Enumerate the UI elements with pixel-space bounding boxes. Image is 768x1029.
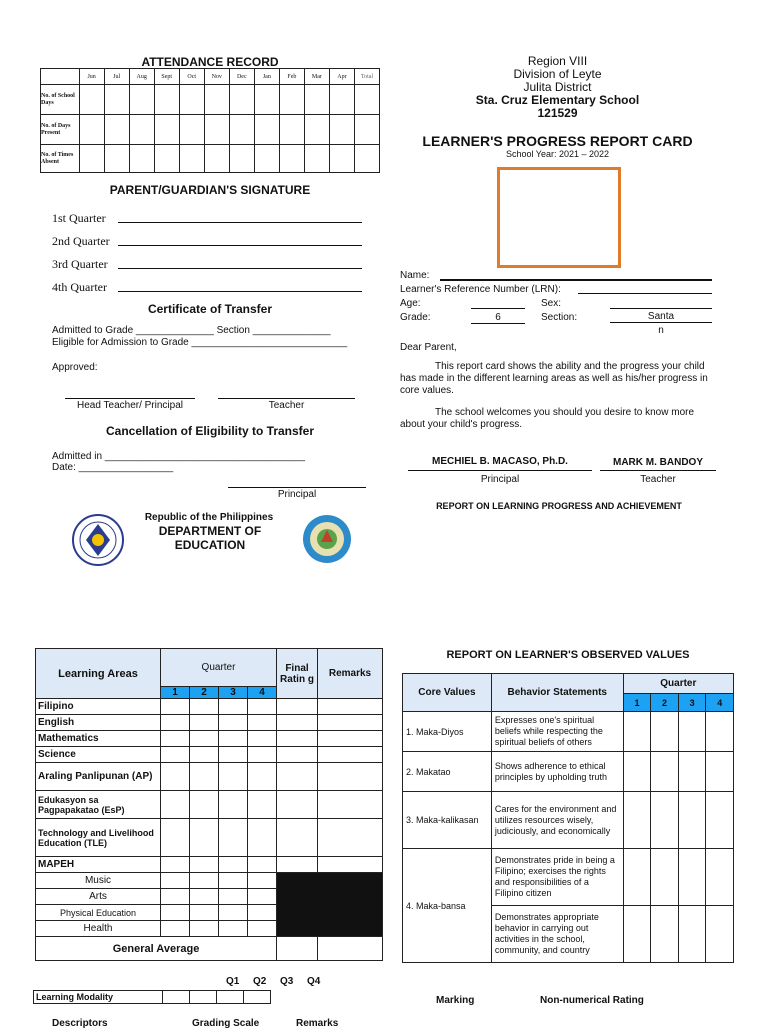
- core-value: 1. Maka-Diyos: [403, 712, 492, 752]
- school-name: Sta. Cruz Elementary School: [475, 93, 640, 107]
- cancel-title: Cancellation of Eligibility to Transfer: [105, 424, 315, 438]
- cancel-admitted: Admitted in ____________________________________: [52, 451, 306, 462]
- remarks-header: Remarks: [318, 649, 383, 699]
- values-quarter-header: Quarter: [623, 674, 733, 694]
- subject-label: English: [36, 715, 161, 731]
- signature-line[interactable]: [118, 222, 362, 223]
- section-value[interactable]: Santa: [610, 311, 712, 323]
- age-field[interactable]: [471, 308, 525, 309]
- head-signature-line: [65, 398, 195, 399]
- deped-label: DEPARTMENT OF EDUCATION: [158, 524, 262, 552]
- month-header: Nov: [204, 69, 229, 85]
- school-year: School Year: 2021 – 2022: [505, 149, 610, 159]
- rating-label: Non-numerical Rating: [540, 995, 644, 1006]
- core-value: 3. Maka-kalikasan: [403, 792, 492, 849]
- modality-table: [33, 990, 271, 1004]
- transfer-eligible: Eligible for Admission to Grade ____________________________: [52, 337, 348, 348]
- month-header: Total: [354, 69, 379, 85]
- modality-remarks-label: Remarks: [296, 1018, 339, 1029]
- attendance-table: [40, 68, 380, 173]
- mapeh-component: Health: [36, 921, 161, 937]
- learning-areas-table: [35, 648, 383, 961]
- name-field[interactable]: [440, 279, 712, 281]
- quarter-number: 2: [651, 694, 679, 712]
- grading-scale-label: Grading Scale: [192, 1018, 260, 1029]
- sex-label: Sex:: [541, 298, 562, 309]
- quarter-1-label: 1st Quarter: [52, 211, 106, 225]
- section-label: Section:: [541, 312, 578, 323]
- subject-label: Technology and Livelihood Education (TLE): [36, 819, 161, 857]
- modality-q1: Q1: [226, 976, 240, 987]
- behavior-statement: Cares for the environment and utilizes resources wisely, judiciously, and economically: [491, 792, 623, 849]
- core-value: 2. Makatao: [403, 752, 492, 792]
- mapeh-component: Physical Education: [36, 905, 161, 921]
- values-title: REPORT ON LEARNER'S OBSERVED VALUES: [446, 649, 690, 661]
- values-table: [402, 673, 734, 963]
- subject-label: Science: [36, 747, 161, 763]
- teacher-signature-line: [218, 398, 355, 399]
- subject-label: Filipino: [36, 699, 161, 715]
- lrn-field[interactable]: [578, 293, 712, 294]
- modality-label: Learning Modality: [34, 991, 163, 1004]
- quarter-number: 3: [678, 694, 706, 712]
- teacher-label: Teacher: [268, 400, 305, 411]
- letter-paragraph-1: This report card shows the ability and the progress your child has made in the different learning areas as well as his/her progress in core values.: [400, 361, 708, 396]
- report-title: REPORT ON LEARNING PROGRESS AND ACHIEVEMENT: [436, 501, 682, 511]
- general-average-label: General Average: [36, 937, 277, 961]
- modality-q2: Q2: [253, 976, 267, 987]
- final-rating-header: Final Ratin g: [277, 649, 318, 699]
- republic-label: Republic of the Philippines: [144, 512, 274, 523]
- region: Region VIII: [527, 54, 588, 68]
- deped-seal-icon: [72, 514, 124, 566]
- signature-line[interactable]: [118, 245, 362, 246]
- attendance-row-label: No. of School Days: [41, 85, 80, 115]
- grade-label: Grade:: [400, 312, 431, 323]
- sex-field[interactable]: [610, 308, 712, 309]
- subject-label: Mathematics: [36, 731, 161, 747]
- lrn-label: Learner's Reference Number (LRN):: [400, 284, 561, 295]
- month-header: Jan: [254, 69, 279, 85]
- modality-q4: Q4: [307, 976, 321, 987]
- transfer-approved: Approved:: [52, 362, 98, 373]
- month-header: Apr: [329, 69, 354, 85]
- quarter-4-label: 4th Quarter: [52, 280, 107, 294]
- behavior-statement: Demonstrates appropriate behavior in carrying out activities in the school, community, and country: [491, 906, 623, 963]
- behavior-header: Behavior Statements: [491, 674, 623, 712]
- month-header: Mar: [304, 69, 329, 85]
- division: Division of Leyte: [513, 67, 602, 81]
- age-label: Age:: [400, 298, 421, 309]
- quarter-number: 2: [190, 687, 219, 699]
- core-value: 4. Maka-bansa: [403, 849, 492, 963]
- cancel-principal-label: Principal: [277, 489, 317, 500]
- quarter-number: 1: [161, 687, 190, 699]
- photo-placeholder: [497, 167, 621, 268]
- letter-paragraph-2: The school welcomes you should you desire to know more about your child's progress.: [400, 407, 695, 430]
- learning-areas-header: Learning Areas: [36, 649, 161, 699]
- section-value-cont: n: [658, 325, 664, 336]
- parent-signature-title: PARENT/GUARDIAN'S SIGNATURE: [109, 183, 311, 197]
- core-values-header: Core Values: [403, 674, 492, 712]
- mapeh-component: Arts: [36, 889, 161, 905]
- month-header: Oct: [179, 69, 204, 85]
- attendance-title: ATTENDANCE RECORD: [141, 55, 279, 69]
- behavior-statement: Shows adherence to ethical principles by upholding truth: [491, 752, 623, 792]
- district: Julita District: [523, 80, 592, 94]
- month-header: Jul: [104, 69, 129, 85]
- signature-line[interactable]: [118, 291, 362, 292]
- teacher-name: MARK M. BANDOY: [600, 457, 716, 471]
- grade-value[interactable]: 6: [471, 312, 525, 324]
- attendance-row-label: No. of Times Absent: [41, 145, 80, 173]
- subject-label: MAPEH: [36, 857, 161, 873]
- quarter-header: Quarter: [161, 649, 277, 687]
- quarter-number: 1: [623, 694, 651, 712]
- principal-title: Principal: [480, 474, 520, 485]
- head-teacher-label: Head Teacher/ Principal: [77, 400, 183, 411]
- mapeh-component: Music: [36, 873, 161, 889]
- subject-label: Edukasyon sa Pagpapakatao (EsP): [36, 791, 161, 819]
- signature-line[interactable]: [118, 268, 362, 269]
- month-header: Aug: [129, 69, 154, 85]
- behavior-statement: Expresses one's spiritual beliefs while respecting the spiritual beliefs of others: [491, 712, 623, 752]
- quarter-number: 4: [706, 694, 734, 712]
- descriptors-label: Descriptors: [52, 1018, 108, 1029]
- cancel-date: Date: _________________: [52, 462, 174, 473]
- attendance-row-label: No. of Days Present: [41, 115, 80, 145]
- report-card-title: LEARNER'S PROGRESS REPORT CARD: [422, 133, 693, 149]
- greeting: Dear Parent,: [400, 342, 457, 353]
- behavior-statement: Demonstrates pride in being a Filipino; exercises the rights and responsibilities of a Filipino citizen: [491, 849, 623, 906]
- transfer-title: Certificate of Transfer: [147, 302, 273, 316]
- school-id: 121529: [537, 106, 578, 120]
- month-header: Dec: [229, 69, 254, 85]
- month-header: Feb: [279, 69, 304, 85]
- principal-name: MECHIEL B. MACASO, Ph.D.: [408, 457, 592, 471]
- quarter-number: 4: [248, 687, 277, 699]
- subject-label: Araling Panlipunan (AP): [36, 763, 161, 791]
- principal-signature-line: [228, 487, 366, 488]
- name-label: Name:: [400, 270, 430, 281]
- quarter-3-label: 3rd Quarter: [52, 257, 108, 271]
- teacher-title: Teacher: [640, 474, 676, 485]
- quarter-number: 3: [219, 687, 248, 699]
- month-header: Jun: [79, 69, 104, 85]
- school-seal-icon: [302, 514, 352, 564]
- modality-q3: Q3: [280, 976, 294, 987]
- quarter-2-label: 2nd Quarter: [52, 234, 110, 248]
- transfer-admitted: Admitted to Grade ______________ Section ______________: [52, 325, 331, 336]
- marking-label: Marking: [436, 995, 475, 1006]
- month-header: Sept: [154, 69, 179, 85]
